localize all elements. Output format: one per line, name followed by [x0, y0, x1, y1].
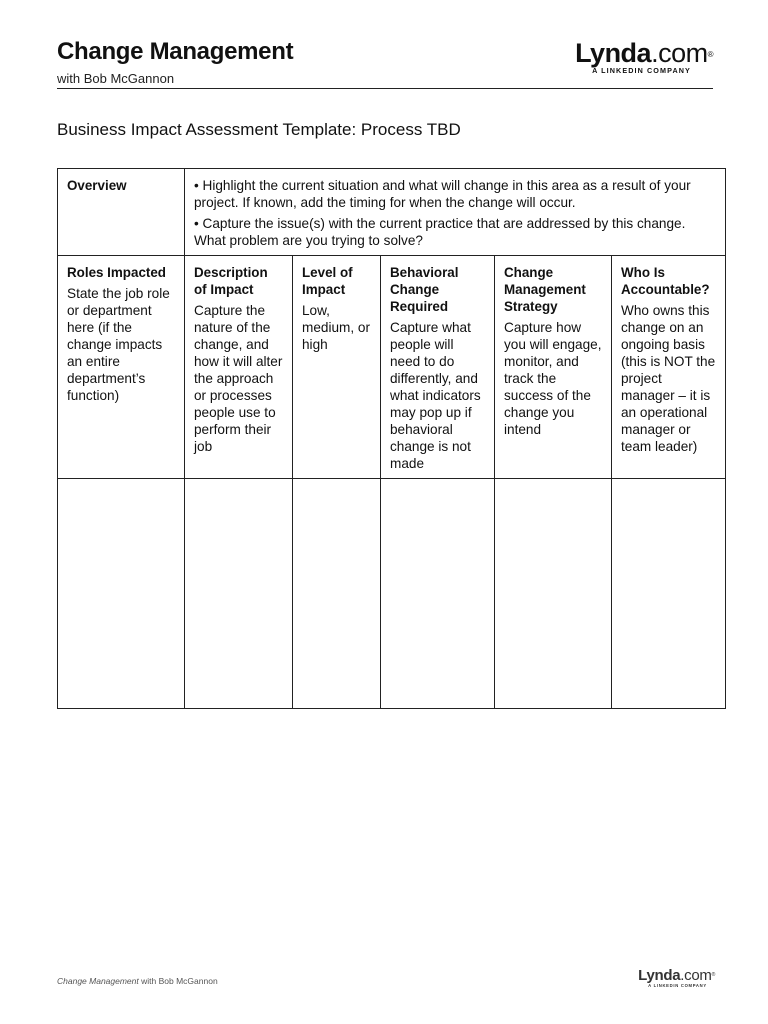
column-who-is-accountable	[612, 256, 725, 478]
logo-tagline: A LINKEDIN COMPANY	[592, 66, 691, 75]
header-divider	[57, 88, 713, 89]
footer-course-title: Change Management	[57, 976, 139, 986]
column-description-of-impact	[185, 256, 293, 478]
empty-entry-row	[58, 479, 725, 708]
footer-author: with Bob McGannon	[138, 976, 218, 986]
logo-registered-mark: ®	[707, 50, 713, 59]
empty-cell	[58, 479, 185, 708]
column-description: Capture what people will need to do differently, and what indicators may pop up if behavioral change is not made	[390, 320, 481, 471]
column-change-management-strategy	[495, 256, 612, 478]
footer-logo-tagline: A LINKEDIN COMPANY	[648, 983, 707, 988]
overview-label: Overview	[58, 169, 185, 255]
footer-credit	[57, 976, 218, 986]
column-heading: Behavioral Change Required	[390, 265, 459, 314]
logo-word-domain: .com	[651, 38, 708, 68]
column-heading: Change Management Strategy	[504, 265, 586, 314]
column-heading: Roles Impacted	[67, 265, 166, 280]
document-subtitle: with Bob McGannon	[57, 71, 175, 86]
column-heading: Description of Impact	[194, 265, 268, 297]
overview-bullet: • Capture the issue(s) with the current practice that are addressed by this change. What problem are you trying to solve?	[194, 216, 686, 248]
logo-word-bold: Lynda	[575, 38, 652, 68]
empty-cell	[381, 479, 495, 708]
overview-row	[58, 169, 725, 256]
column-description: State the job role or department here (if the change impacts an entire department’s function)	[67, 286, 170, 403]
column-level-of-impact	[293, 256, 381, 478]
empty-cell	[293, 479, 381, 708]
column-description: Who owns this change on an ongoing basis (this is NOT the project manager – it is an operational manager or team leader)	[621, 303, 716, 454]
column-behavioral-change	[381, 256, 495, 478]
column-description: Capture the nature of the change, and how it will alter the approach or processes people use to perform their job	[194, 303, 283, 454]
column-description: Capture how you will engage, monitor, and track the success of the change you intend	[504, 320, 602, 437]
column-roles-impacted	[58, 256, 185, 478]
footer-logo-bold: Lynda	[638, 967, 681, 984]
column-description: Low, medium, or high	[302, 303, 370, 352]
impact-assessment-table	[57, 168, 726, 709]
footer-logo-domain: .com	[680, 967, 712, 984]
footer-logo-registered: ®	[711, 972, 715, 978]
overview-content	[185, 169, 725, 255]
empty-cell	[612, 479, 725, 708]
document-title: Change Management	[57, 38, 294, 65]
column-header-row	[58, 256, 725, 479]
column-heading: Who Is Accountable?	[621, 265, 710, 297]
template-heading: Business Impact Assessment Template: Process TBD	[57, 120, 461, 139]
lynda-logo	[575, 40, 713, 75]
overview-bullet: • Highlight the current situation and what will change in this area as a result of your project. If known, add the timing for when the change will occur.	[194, 178, 691, 210]
column-heading: Level of Impact	[302, 265, 353, 297]
empty-cell	[495, 479, 612, 708]
empty-cell	[185, 479, 293, 708]
footer-lynda-logo	[638, 968, 715, 988]
